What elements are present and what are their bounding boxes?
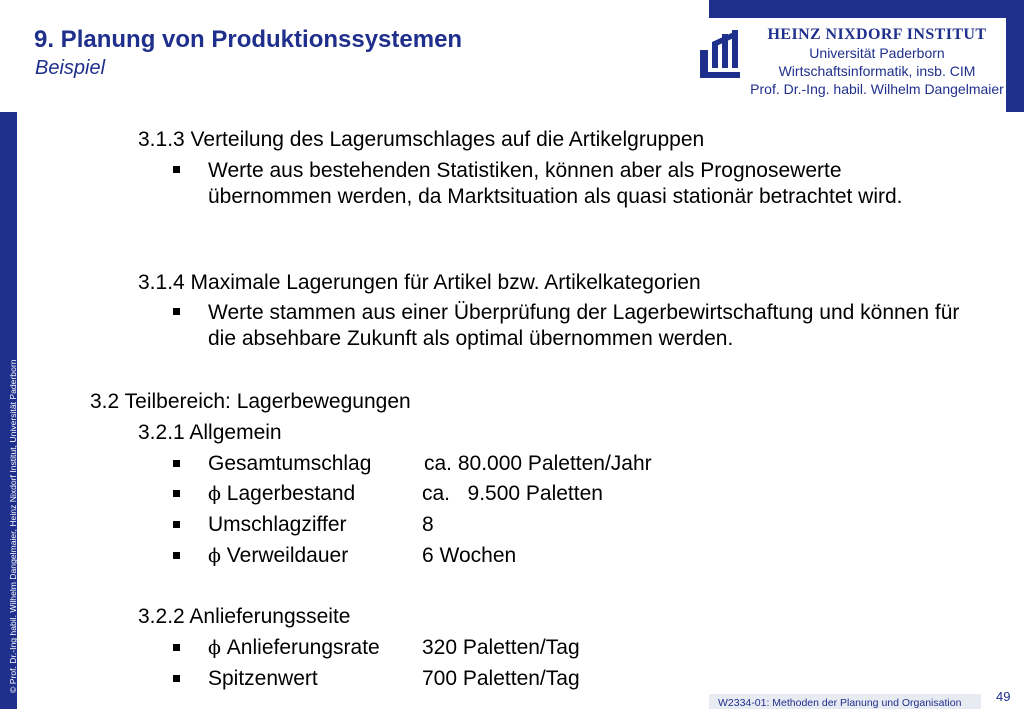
item-label: Gesamtumschlag <box>208 452 372 475</box>
heading-3-1-4: 3.1.4 Maximale Lagerungen für Artikel bzw. Artikelkategorien <box>138 271 701 294</box>
item-label: ϕ Lagerbestand <box>208 482 356 505</box>
bullet-marker <box>173 460 180 467</box>
item-value: 700 Paletten/Tag <box>422 667 580 690</box>
phi-symbol: ϕ <box>208 637 221 659</box>
course-footer: W2334-01: Methoden der Planung und Organisation <box>718 697 962 709</box>
department-name: Wirtschaftsinformatik, insb. CIM <box>778 63 976 79</box>
bullet-marker <box>173 644 180 651</box>
slide-subtitle: Beispiel <box>35 57 106 79</box>
institute-name: HEINZ NIXDORF INSTITUT <box>767 26 987 43</box>
item-label: ϕ Verweildauer <box>208 544 349 567</box>
heading-3-1-3: 3.1.3 Verteilung des Lagerumschlages auf die Artikelgruppen <box>138 128 705 151</box>
university-name: Universität Paderborn <box>809 45 945 61</box>
heading-3-2-2: 3.2.2 Anlieferungsseite <box>138 605 351 628</box>
bullet-marker <box>173 521 180 528</box>
bullet-marker <box>173 308 180 315</box>
item-label: Spitzenwert <box>208 667 318 690</box>
item-label: Umschlagziffer <box>208 513 347 536</box>
bullet-marker <box>173 166 180 173</box>
professor-name: Prof. Dr.-Ing. habil. Wilhelm Dangelmaier <box>750 81 1004 97</box>
item-value: 8 <box>422 513 434 536</box>
phi-symbol: ϕ <box>208 483 221 505</box>
item-value: 6 Wochen <box>422 544 517 567</box>
bullet-text-3-1-4: Werte stammen aus einer Überprüfung der Lagerbewirtschaftung und können für die absehbare Zukunft als optimal übernommen werden. <box>208 301 960 350</box>
slide-title: 9. Planung von Produktionssystemen <box>34 26 463 53</box>
heading-3-2: 3.2 Teilbereich: Lagerbewegungen <box>90 390 411 413</box>
phi-symbol: ϕ <box>208 545 221 567</box>
copyright-notice: © Prof. Dr.-Ing habil. Wilhelm Dangelmaier, Heinz Nixdorf Institut, Universität Paderborn <box>8 359 18 693</box>
bullet-marker <box>173 552 180 559</box>
header-bar <box>709 0 1024 18</box>
institute-block <box>748 26 1006 98</box>
item-label: ϕ Anlieferungsrate <box>208 636 380 659</box>
item-value: ca. 80.000 Paletten/Jahr <box>424 452 652 475</box>
page-number: 49 <box>996 689 1011 704</box>
bullet-marker <box>173 490 180 497</box>
item-value: 320 Paletten/Tag <box>422 636 580 659</box>
bullet-text-3-1-3: Werte aus bestehenden Statistiken, können aber als Prognosewerte übernommen werden, da Marktsituation als quasi stationär betrachtet wird. <box>208 159 903 208</box>
heinz-nixdorf-logo-icon <box>698 28 742 80</box>
item-value: ca. 9.500 Paletten <box>422 482 603 505</box>
heading-3-2-1: 3.2.1 Allgemein <box>138 421 282 444</box>
bullet-marker <box>173 675 180 682</box>
header-side-stripe <box>1006 18 1024 112</box>
